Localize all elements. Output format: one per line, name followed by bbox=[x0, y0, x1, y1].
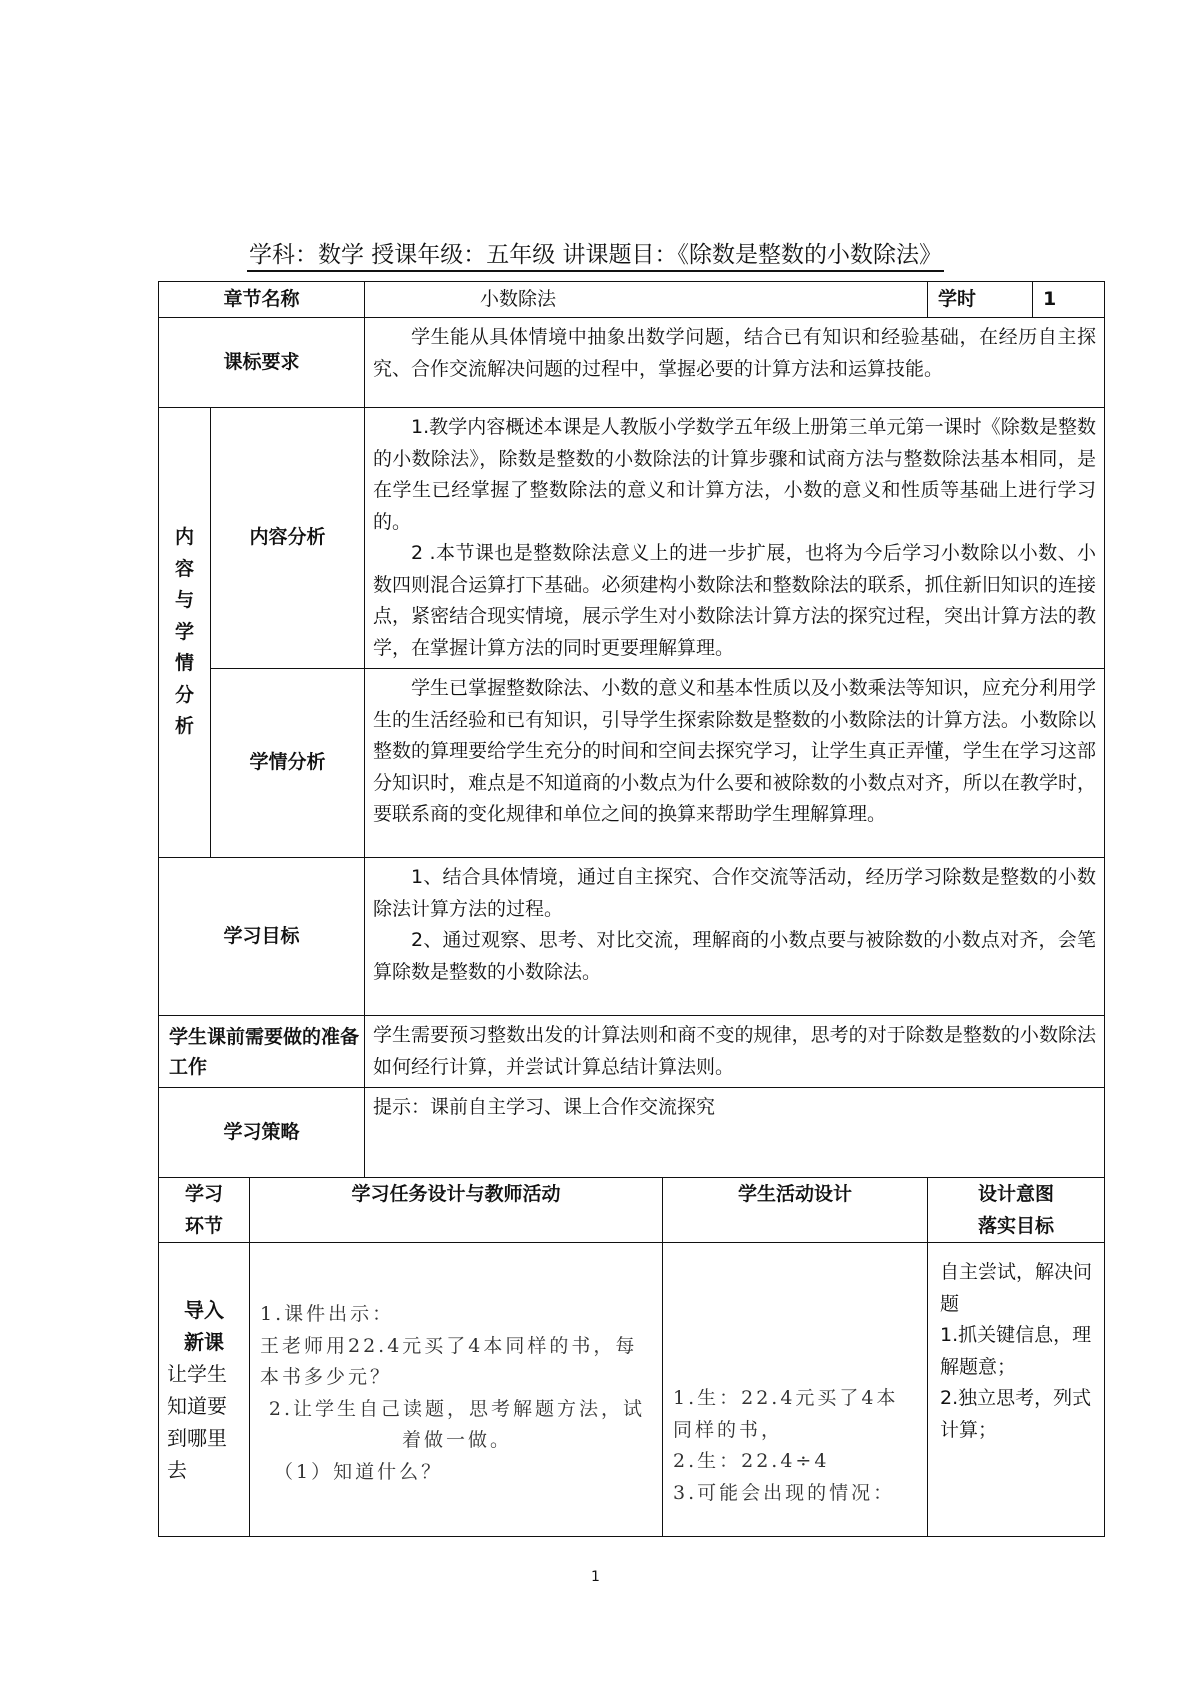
prep-text: 学生需要预习整数出发的计算法则和商不变的规律，思考的对于除数是整数的小数除法如何经行计算，并尝试计算总结计算法则。 bbox=[365, 1016, 1105, 1088]
group-char: 容 bbox=[174, 557, 194, 580]
stage-bold-1: 导入 bbox=[184, 1297, 224, 1322]
intent-line-1: 自主尝试，解决问题 bbox=[940, 1261, 1093, 1315]
intent-cell bbox=[928, 1243, 1105, 1537]
student-line-2: 2.生：22.4÷4 bbox=[673, 1450, 830, 1472]
goals-row bbox=[159, 858, 1105, 1016]
intent-line-2: 1.抓关键信息，理解题意； bbox=[940, 1324, 1092, 1378]
prep-label: 学生课前需要做的准备工作 bbox=[159, 1016, 365, 1088]
content-analysis-row bbox=[159, 408, 1105, 669]
strategy-text: 提示：课前自主学习、课上合作交流探究 bbox=[365, 1088, 1105, 1178]
col-intent-header bbox=[928, 1178, 1105, 1243]
col-student-header: 学生活动设计 bbox=[663, 1178, 928, 1243]
group-char: 分 bbox=[174, 683, 194, 706]
student-analysis-paragraph: 学生已掌握整数除法、小数的意义和基本性质以及小数乘法等知识，应充分利用学生的生活经验和已有知识，引导学生探索除数是整数的小数除法的计算方法。小数除以整数的算理要给学生充分的时间和空间去探究学习，让学生真正弄懂，学生在学习这部分知识时，难点是不知道商的小数点为什么要和被除数的小数点对齐，所以在教学时，要联系商的变化规律和单位之间的换算来帮助学生理解算理。 bbox=[373, 677, 1097, 825]
prep-row bbox=[159, 1016, 1105, 1088]
strategy-label: 学习策略 bbox=[159, 1088, 365, 1178]
goals-text bbox=[365, 858, 1105, 1016]
group-char: 析 bbox=[174, 715, 194, 738]
content-analysis-text bbox=[365, 408, 1105, 669]
student-analysis-label: 学情分析 bbox=[211, 669, 365, 858]
group-char: 学 bbox=[174, 620, 194, 643]
col-intent-line-2: 落实目标 bbox=[978, 1214, 1055, 1237]
teacher-line-2: 王老师用22.4元买了4本同样的书，每本书多少元？ bbox=[260, 1334, 638, 1388]
curriculum-row bbox=[159, 318, 1105, 408]
content-paragraph-1: 1.教学内容概述本课是人教版小学数学五年级上册第三单元第一课时《除数是整数的小数除法》，除数是整数的小数除法的计算步骤和试商方法与整数除法基本相同，是在学生已经掌握了整数除法的意义和计算方法，小数的意义和性质等基础上进行学习的。 bbox=[373, 416, 1097, 533]
goals-label: 学习目标 bbox=[159, 858, 365, 1016]
activity-row bbox=[159, 1243, 1105, 1537]
goal-2: 2、通过观察、思考、对比交流，理解商的小数点要与被除数的小数点对齐，会笔算除数是整数的小数除法。 bbox=[373, 929, 1097, 983]
student-analysis-row bbox=[159, 669, 1105, 858]
group-char: 与 bbox=[174, 589, 194, 612]
stage-cell bbox=[159, 1243, 250, 1537]
hours-value: 1 bbox=[1033, 282, 1105, 318]
col-stage-header bbox=[159, 1178, 250, 1243]
teacher-line-3: 2.让学生自己读题，思考解题方法，试着做一做。 bbox=[268, 1397, 646, 1451]
curriculum-text bbox=[365, 318, 1105, 408]
strategy-row bbox=[159, 1088, 1105, 1178]
teacher-line-4: （1）知道什么？ bbox=[274, 1460, 444, 1483]
student-line-3: 3.可能会出现的情况： bbox=[673, 1481, 896, 1504]
intent-line-3: 2.独立思考，列式计算； bbox=[940, 1387, 1092, 1441]
chapter-value: 小数除法 bbox=[365, 282, 928, 318]
group-char: 情 bbox=[174, 652, 194, 675]
lesson-plan-table bbox=[158, 281, 1105, 1537]
col-intent-line-1: 设计意图 bbox=[978, 1183, 1055, 1205]
content-paragraph-2: 2 .本节课也是整数除法意义上的进一步扩展，也将为今后学习小数除以小数、小数四则混合运算打下基础。必须建构小数除法和整数除法的联系，抓住新旧知识的连接点，紧密结合现实情境，展示学生对小数除法计算方法的探究过程，突出计算方法的教学，在掌握计算方法的同时更要理解算理。 bbox=[373, 542, 1097, 659]
group-label bbox=[159, 408, 211, 858]
activity-header-row bbox=[159, 1178, 1105, 1243]
curriculum-label: 课标要求 bbox=[159, 318, 365, 408]
student-line-1: 1.生：22.4元买了4本同样的书， bbox=[673, 1387, 899, 1441]
stage-description: 让学生知道要到哪里去 bbox=[167, 1361, 227, 1482]
content-analysis-label: 内容分析 bbox=[211, 408, 365, 669]
curriculum-paragraph: 学生能从具体情境中抽象出数学问题，结合已有知识和经验基础，在经历自主探究、合作交流解决问题的过程中，掌握必要的计算方法和运算技能。 bbox=[373, 326, 1097, 380]
col-stage-line-2: 环节 bbox=[184, 1214, 223, 1237]
student-analysis-text bbox=[365, 669, 1105, 858]
page-number: 1 bbox=[591, 1569, 600, 1585]
chapter-label: 章节名称 bbox=[159, 282, 365, 318]
page-title-text: 学科：数学 授课年级：五年级 讲课题目：《除数是整数的小数除法》 bbox=[247, 242, 944, 272]
teacher-activity-cell bbox=[250, 1243, 663, 1537]
hours-label: 学时 bbox=[928, 282, 1033, 318]
page-title bbox=[0, 236, 1191, 269]
goal-1: 1、结合具体情境，通过自主探究、合作交流等活动，经历学习除数是整数的小数除法计算方法的过程。 bbox=[373, 866, 1097, 920]
col-stage-line-1: 学习 bbox=[184, 1183, 223, 1205]
student-activity-cell bbox=[663, 1243, 928, 1537]
col-teacher-header: 学习任务设计与教师活动 bbox=[250, 1178, 663, 1243]
teacher-line-1: 1.课件出示： bbox=[260, 1303, 395, 1325]
group-char: 内 bbox=[174, 526, 194, 549]
chapter-row bbox=[159, 282, 1105, 318]
stage-bold-2: 新课 bbox=[184, 1329, 224, 1354]
